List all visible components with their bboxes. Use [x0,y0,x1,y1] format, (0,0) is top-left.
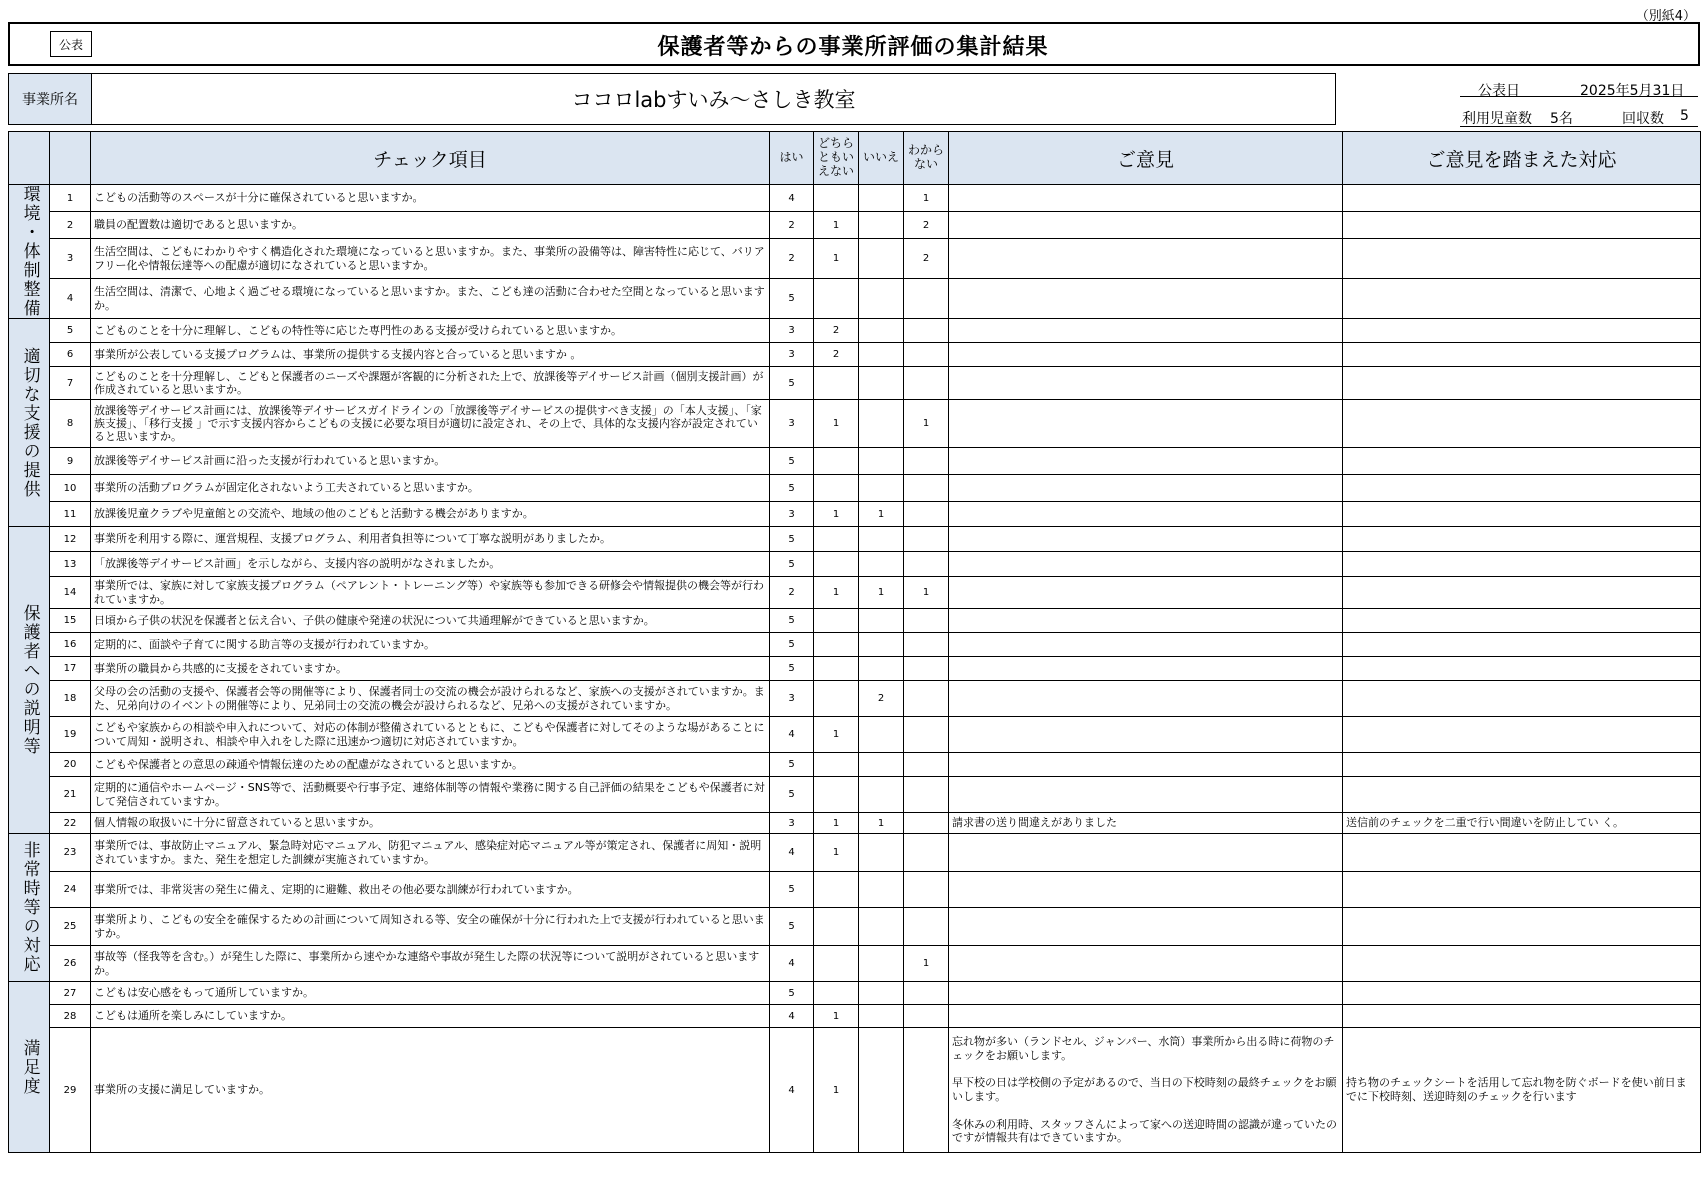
count-unknown: 1 [904,946,949,982]
response-cell [1343,717,1701,753]
item-number: 27 [50,982,91,1005]
count-neither: 2 [814,319,859,343]
check-item: 定期的に、面談や子育てに関する助言等の支援が行われていますか。 [91,633,770,657]
count-neither: 1 [814,834,859,872]
response-cell [1343,777,1701,813]
count-yes: 4 [770,185,814,212]
count-yes: 2 [770,577,814,609]
item-number: 9 [50,448,91,475]
item-number: 14 [50,577,91,609]
count-no [859,552,904,577]
count-neither [814,872,859,908]
count-neither [814,777,859,813]
item-number: 20 [50,753,91,777]
check-item: 事業所では、家族に対して家族支援プログラム（ペアレント・トレーニング等）や家族等も参加できる研修会や情報提供の機会等が行われていますか。 [91,577,770,609]
check-item: 事業所の支援に満足していますか。 [91,1028,770,1153]
header-row [9,132,1701,185]
table-row [9,527,1701,552]
count-unknown [904,1028,949,1153]
count-neither [814,982,859,1005]
table-row [9,239,1701,279]
header-opinion: ご意見 [949,132,1343,185]
header-yes: はい [770,132,814,185]
count-unknown [904,633,949,657]
count-no [859,279,904,319]
count-no [859,239,904,279]
table-row [9,753,1701,777]
count-yes: 5 [770,279,814,319]
count-yes: 4 [770,834,814,872]
count-neither: 1 [814,717,859,753]
check-item: 個人情報の取扱いに十分に留意されていると思いますか。 [91,813,770,834]
response-cell [1343,400,1701,448]
header-number [50,132,91,185]
count-unknown [904,657,949,681]
count-unknown [904,343,949,367]
count-neither [814,552,859,577]
count-neither [814,527,859,552]
count-no [859,777,904,813]
count-yes: 3 [770,319,814,343]
count-neither [814,681,859,717]
check-item: 事業所では、非常災害の発生に備え、定期的に避難、救出その他必要な訓練が行われていますか。 [91,872,770,908]
count-no [859,212,904,239]
count-no [859,982,904,1005]
check-item: 事業所を利用する際に、運営規程、支援プログラム、利用者負担等について丁寧な説明がありましたか。 [91,527,770,552]
item-number: 22 [50,813,91,834]
opinion-cell [949,577,1343,609]
office-name: ココロlabすいみ～さしき教室 [571,88,856,112]
count-no: 1 [859,502,904,527]
check-item: こどものことを十分に理解し、こどもの特性等に応じた専門性のある支援が受けられていると思いますか。 [91,319,770,343]
count-yes: 5 [770,609,814,633]
opinion-cell [949,279,1343,319]
count-unknown [904,448,949,475]
count-yes: 3 [770,681,814,717]
page-title: 保護者等からの事業所評価の集計結果 [657,35,1049,60]
item-number: 26 [50,946,91,982]
opinion-cell [949,777,1343,813]
count-neither: 1 [814,212,859,239]
count-yes: 5 [770,657,814,681]
evaluation-table [8,131,1701,1153]
count-yes: 3 [770,343,814,367]
check-item: こどもや家族からの相談や申入れについて、対応の体制が整備されているとともに、こどもや保護者に対してそのような場があることについて周知・説明され、相談や申入れをした際に迅速かつ適切に対応されていますか。 [91,717,770,753]
table-row [9,279,1701,319]
count-yes: 5 [770,872,814,908]
check-item: 職員の配置数は適切であると思いますか。 [91,212,770,239]
response-cell [1343,946,1701,982]
opinion-cell [949,239,1343,279]
count-unknown [904,834,949,872]
check-item: 生活空間は、こどもにわかりやすく構造化された環境になっていると思いますか。また、事業所の設備等は、障害特性に応じて、バリアフリー化や情報伝達等への配慮が適切になされていると思いますか。 [91,239,770,279]
count-unknown: 2 [904,212,949,239]
opinion-cell [949,872,1343,908]
count-unknown [904,367,949,400]
item-number: 16 [50,633,91,657]
count-unknown [904,552,949,577]
response-cell [1343,319,1701,343]
count-yes: 4 [770,1028,814,1153]
opinion-cell [949,609,1343,633]
opinion-cell [949,448,1343,475]
count-unknown [904,982,949,1005]
count-yes: 5 [770,552,814,577]
count-yes: 5 [770,908,814,946]
response-cell [1343,527,1701,552]
count-unknown [904,527,949,552]
response-cell [1343,908,1701,946]
count-neither [814,448,859,475]
table-body [9,185,1701,1153]
count-underline [1460,126,1698,127]
response-cell [1343,753,1701,777]
item-number: 8 [50,400,91,448]
opinion-cell [949,982,1343,1005]
count-unknown [904,908,949,946]
count-neither: 1 [814,813,859,834]
public-badge: 公表 [50,31,92,57]
response-cell [1343,502,1701,527]
check-item: こどもは安心感をもって通所していますか。 [91,982,770,1005]
opinion-cell [949,908,1343,946]
count-yes: 5 [770,982,814,1005]
count-unknown: 1 [904,400,949,448]
opinion-cell [949,1005,1343,1028]
response-cell [1343,834,1701,872]
count-no [859,946,904,982]
count-neither: 2 [814,343,859,367]
count-unknown [904,279,949,319]
count-unknown [904,502,949,527]
count-yes: 5 [770,633,814,657]
count-yes: 4 [770,1005,814,1028]
count-unknown [904,813,949,834]
opinion-cell: 請求書の送り間違えがありました [949,813,1343,834]
header-neither: どちらともいえない [814,132,859,185]
check-item: 父母の会の活動の支援や、保護者会等の開催等により、保護者同士の交流の機会が設けられるなど、家族への支援がされていますか。また、兄弟向けのイベントの開催等により、兄弟同士の交流の機会が設けられるなど、兄弟への支援がされていますか。 [91,681,770,717]
count-yes: 3 [770,813,814,834]
count-no [859,400,904,448]
category-label: 満足度 [9,982,50,1153]
count-no [859,717,904,753]
check-item: 放課後児童クラブや児童館との交流や、地域の他のこどもと活動する機会がありますか。 [91,502,770,527]
opinion-cell [949,753,1343,777]
count-no [859,185,904,212]
pub-label: 公表日 [1478,83,1520,99]
office-label: 事業所名 [9,74,92,124]
response-cell [1343,448,1701,475]
count-neither: 1 [814,400,859,448]
count-neither [814,657,859,681]
opinion-cell [949,834,1343,872]
check-item: こどものことを十分理解し、こどもと保護者のニーズや課題が客観的に分析された上で、放課後等デイサービス計画（個別支援計画）が作成されていると思いますか。 [91,367,770,400]
count-neither [814,609,859,633]
count-neither [814,367,859,400]
response-cell [1343,185,1701,212]
count-neither [814,475,859,502]
count-no [859,657,904,681]
count-no [859,633,904,657]
count-unknown [904,753,949,777]
table-row [9,475,1701,502]
count-yes: 5 [770,367,814,400]
count-yes: 5 [770,777,814,813]
table-row [9,502,1701,527]
count-yes: 2 [770,212,814,239]
count-neither [814,279,859,319]
count-no [859,908,904,946]
item-number: 21 [50,777,91,813]
table-row [9,367,1701,400]
opinion-cell [949,633,1343,657]
item-number: 25 [50,908,91,946]
check-item: 事故等（怪我等を含む。）が発生した際に、事業所から速やかな連絡や事故が発生した際の状況等について説明がされていると思いますか。 [91,946,770,982]
count-no [859,753,904,777]
table-row [9,633,1701,657]
check-item: 事業所の職員から共感的に支援をされていますか。 [91,657,770,681]
responses-label: 回収数 [1622,111,1664,127]
table-row [9,185,1701,212]
response-cell [1343,367,1701,400]
response-cell [1343,657,1701,681]
table-row [9,813,1701,834]
count-no [859,343,904,367]
count-yes: 5 [770,527,814,552]
count-neither: 1 [814,502,859,527]
opinion-cell [949,212,1343,239]
count-no [859,609,904,633]
response-cell [1343,343,1701,367]
response-cell [1343,577,1701,609]
opinion-cell [949,717,1343,753]
response-cell [1343,872,1701,908]
table-row [9,1005,1701,1028]
count-unknown [904,475,949,502]
count-no [859,475,904,502]
count-yes: 3 [770,502,814,527]
header-no: いいえ [859,132,904,185]
check-item: 事業所が公表している支援プログラムは、事業所の提供する支援内容と合っていると思いますか 。 [91,343,770,367]
response-cell [1343,1005,1701,1028]
count-no [859,1028,904,1153]
header-response: ご意見を踏まえた対応 [1343,132,1701,185]
response-cell: 持ち物のチェックシートを活用して忘れ物を防ぐボードを使い前日までに下校時刻、送迎時刻のチェックを行います [1343,1028,1701,1153]
check-item: こどもや保護者との意思の疎通や情報伝達のための配慮がなされていると思いますか。 [91,753,770,777]
opinion-cell [949,185,1343,212]
count-unknown [904,872,949,908]
table-row [9,212,1701,239]
item-number: 1 [50,185,91,212]
count-neither [814,633,859,657]
table-row [9,552,1701,577]
item-number: 6 [50,343,91,367]
table-row [9,319,1701,343]
item-number: 18 [50,681,91,717]
users-label: 利用児童数 [1462,111,1532,127]
item-number: 5 [50,319,91,343]
item-number: 13 [50,552,91,577]
office-box [8,73,1336,125]
item-number: 17 [50,657,91,681]
item-number: 4 [50,279,91,319]
item-number: 12 [50,527,91,552]
response-cell [1343,982,1701,1005]
response-cell [1343,239,1701,279]
table-row [9,1028,1701,1153]
users-value: 5名 [1550,111,1573,127]
item-number: 15 [50,609,91,633]
count-yes: 3 [770,400,814,448]
count-yes: 2 [770,239,814,279]
table-row [9,681,1701,717]
response-cell [1343,475,1701,502]
check-item: 事業所の活動プログラムが固定化されないよう工夫されていると思いますか。 [91,475,770,502]
count-no [859,367,904,400]
header-category [9,132,50,185]
table-row [9,982,1701,1005]
pub-underline [1460,96,1698,97]
check-item: 事業所より、こどもの安全を確保するための計画について周知される等、安全の確保が十分に行われた上で支援が行われていると思いますか。 [91,908,770,946]
response-cell [1343,552,1701,577]
response-cell [1343,681,1701,717]
table-row [9,946,1701,982]
count-unknown [904,717,949,753]
count-neither [814,946,859,982]
opinion-cell [949,319,1343,343]
check-item: 事業所では、事故防止マニュアル、緊急時対応マニュアル、防犯マニュアル、感染症対応マニュアル等が策定され、保護者に周知・説明されていますか。また、発生を想定した訓練が実施されていますか。 [91,834,770,872]
count-yes: 5 [770,448,814,475]
response-cell [1343,279,1701,319]
annex-label: （別紙4） [1635,9,1696,24]
table-row [9,609,1701,633]
count-no: 1 [859,813,904,834]
count-no [859,872,904,908]
count-yes: 5 [770,475,814,502]
count-unknown [904,681,949,717]
category-label: 適切な支援の提供 [9,319,50,527]
count-no [859,1005,904,1028]
table-row [9,448,1701,475]
item-number: 7 [50,367,91,400]
check-item: 生活空間は、清潔で、心地よく過ごせる環境になっていると思いますか。また、こども達の活動に合わせた空間となっていると思いますか。 [91,279,770,319]
count-unknown: 1 [904,185,949,212]
item-number: 29 [50,1028,91,1153]
item-number: 24 [50,872,91,908]
opinion-cell [949,343,1343,367]
count-no: 2 [859,681,904,717]
response-cell [1343,212,1701,239]
check-item: 定期的に通信やホームページ・SNS等で、活動概要や行事予定、連絡体制等の情報や業務に関する自己評価の結果をこどもや保護者に対して発信されていますか。 [91,777,770,813]
response-cell [1343,609,1701,633]
item-number: 10 [50,475,91,502]
pub-date: 2025年5月31日 [1580,83,1685,99]
count-neither: 1 [814,1005,859,1028]
count-unknown: 1 [904,577,949,609]
table-row [9,400,1701,448]
count-unknown [904,609,949,633]
check-item: 放課後等デイサービス計画に沿った支援が行われていると思いますか。 [91,448,770,475]
opinion-cell: 忘れ物が多い（ランドセル、ジャンパー、水筒）事業所から出る時に荷物のチェックをお願いします。 早下校の日は学校側の予定があるので、当日の下校時刻の最終チェックをお願いします。 冬休みの利用時、スタッフさんによって家への送迎時間の認識が違っていたのですが情報共有はできていますか。 [949,1028,1343,1153]
count-neither [814,185,859,212]
opinion-cell [949,946,1343,982]
check-item: こどもの活動等のスペースが十分に確保されていると思いますか。 [91,185,770,212]
count-yes: 4 [770,717,814,753]
check-item: 放課後等デイサービス計画には、放課後等デイサービスガイドラインの「放課後等デイサービスの提供すべき支援」の「本人支援」、「家族支援」、「移行支援 」で示す支援内容からこどもの支援に必要な項目が適切に設定され、その上で、具体的な支援内容が設定されていると思いますか。 [91,400,770,448]
category-label: 非常時等の対応 [9,834,50,982]
opinion-cell [949,367,1343,400]
item-number: 23 [50,834,91,872]
count-neither: 1 [814,239,859,279]
opinion-cell [949,475,1343,502]
opinion-cell [949,657,1343,681]
category-label: 保護者への説明等 [9,527,50,834]
opinion-cell [949,400,1343,448]
count-yes: 5 [770,753,814,777]
count-no [859,448,904,475]
count-unknown [904,1005,949,1028]
response-cell [1343,633,1701,657]
check-item: こどもは通所を楽しみにしていますか。 [91,1005,770,1028]
table-row [9,577,1701,609]
item-number: 11 [50,502,91,527]
count-no: 1 [859,577,904,609]
item-number: 3 [50,239,91,279]
count-neither: 1 [814,577,859,609]
table-row [9,834,1701,872]
count-unknown: 2 [904,239,949,279]
category-label: 環境・体制整備 [9,185,50,319]
count-unknown [904,777,949,813]
table-row [9,657,1701,681]
response-cell: 送信前のチェックを二重で行い間違いを防止してい く。 [1343,813,1701,834]
count-no [859,527,904,552]
table-row [9,777,1701,813]
count-no [859,319,904,343]
check-item: 日頃から子供の状況を保護者と伝え合い、子供の健康や発達の状況について共通理解ができていると思いますか。 [91,609,770,633]
item-number: 2 [50,212,91,239]
count-neither: 1 [814,1028,859,1153]
header-item: チェック項目 [91,132,770,185]
count-neither [814,908,859,946]
count-neither [814,753,859,777]
opinion-cell [949,527,1343,552]
item-number: 28 [50,1005,91,1028]
table-row [9,908,1701,946]
table-row [9,343,1701,367]
check-item: 「放課後等デイサービス計画」を示しながら、支援内容の説明がなされましたか。 [91,552,770,577]
opinion-cell [949,681,1343,717]
item-number: 19 [50,717,91,753]
header-unknown: わからない [904,132,949,185]
count-yes: 4 [770,946,814,982]
responses-value: 5 [1680,108,1689,124]
opinion-cell [949,502,1343,527]
table-row [9,717,1701,753]
count-no [859,834,904,872]
count-unknown [904,319,949,343]
table-row [9,872,1701,908]
opinion-cell [949,552,1343,577]
